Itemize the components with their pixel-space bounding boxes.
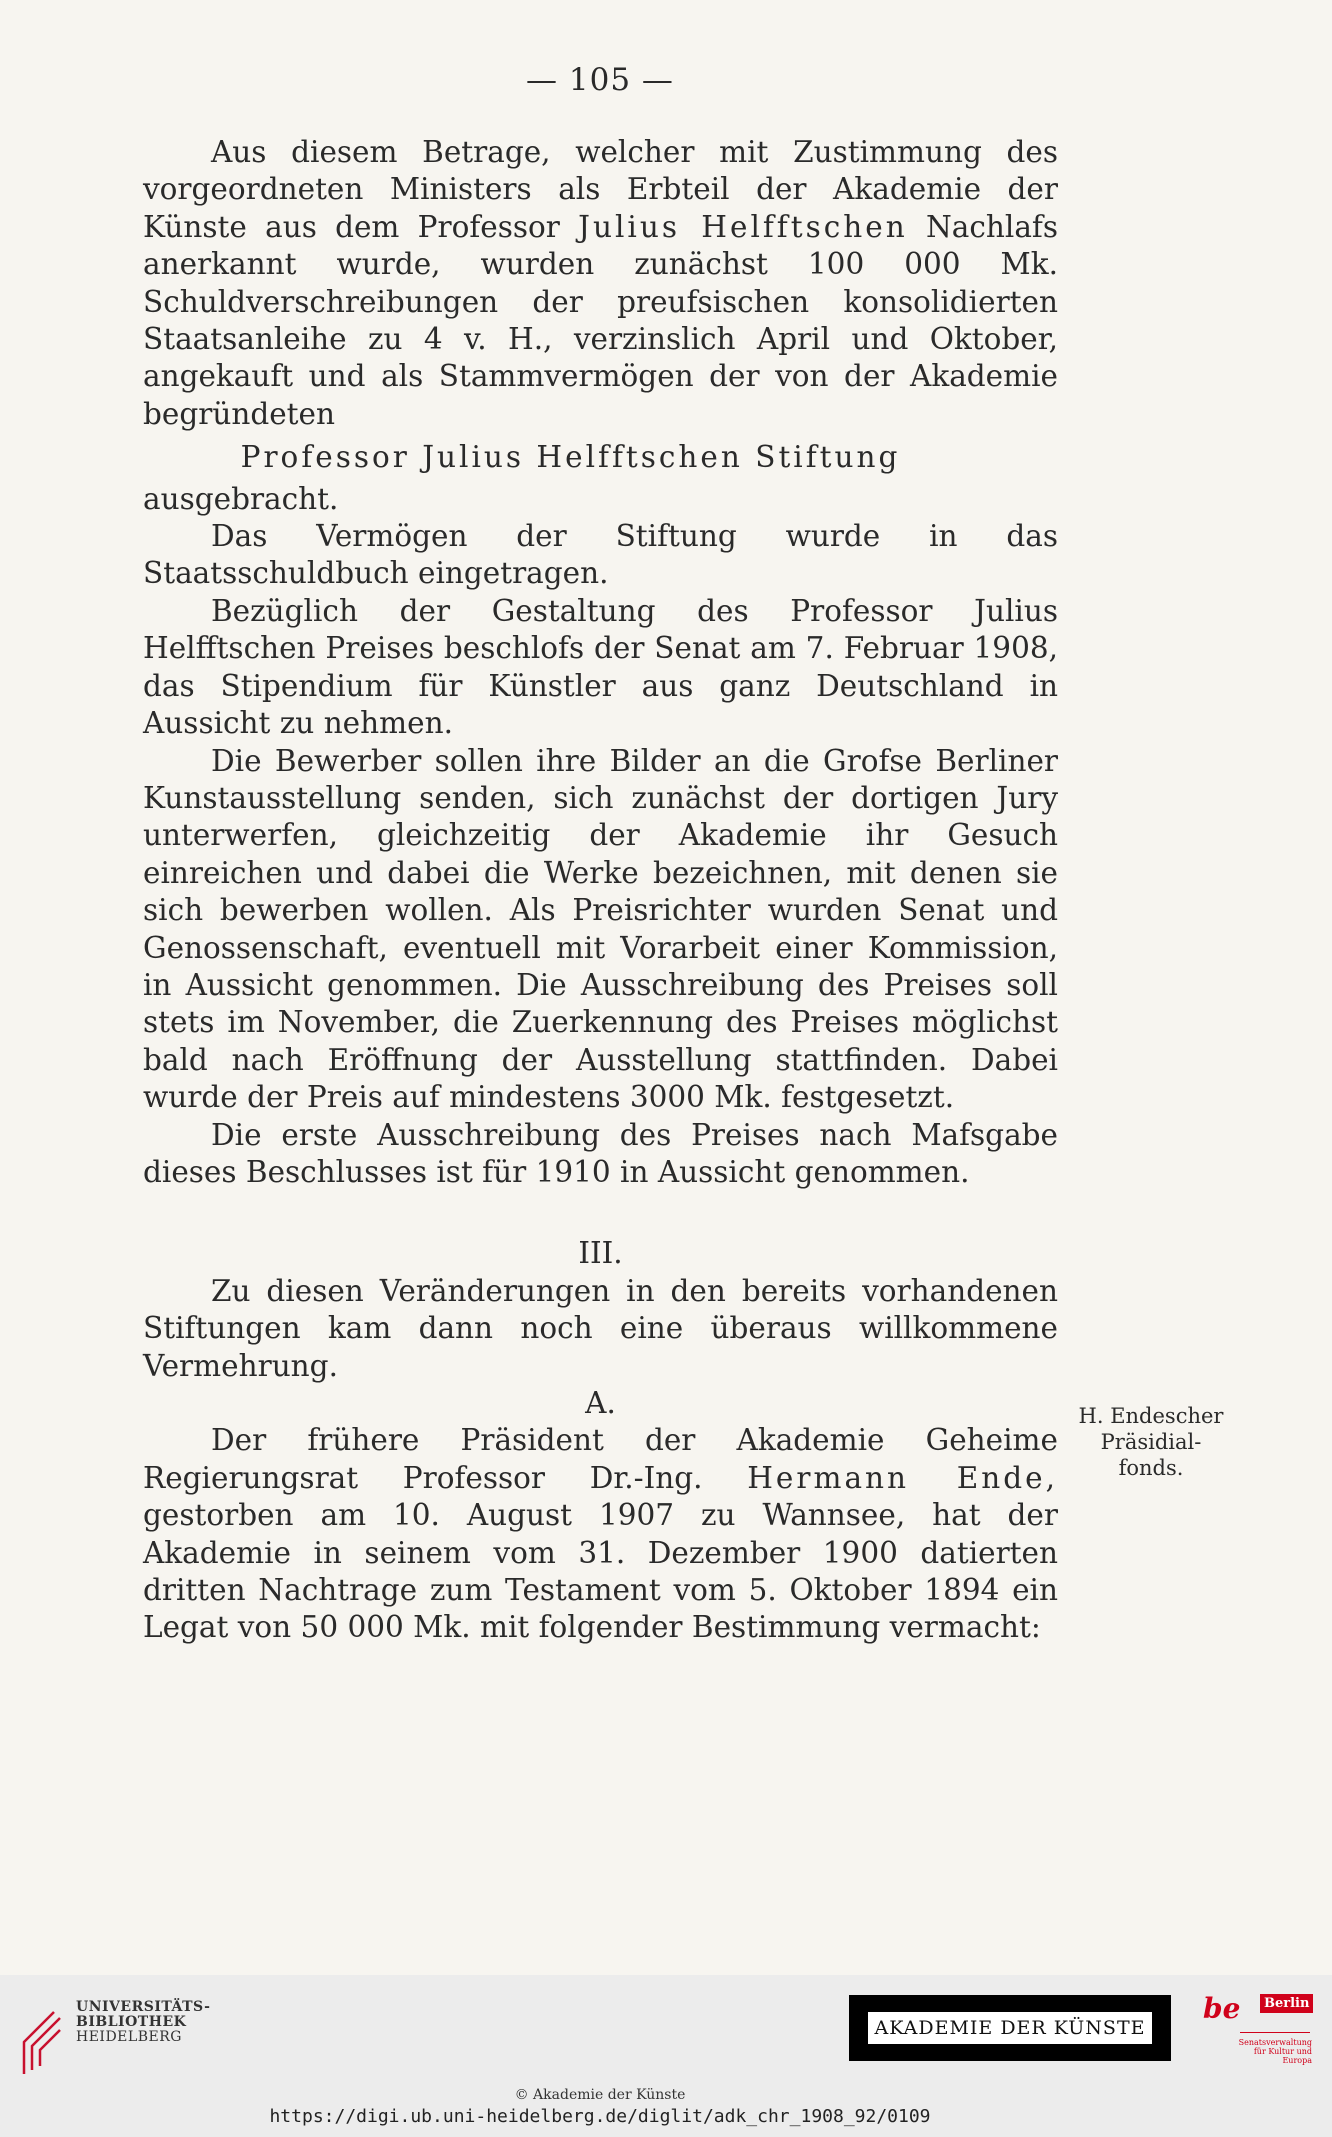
paragraph-1-end: ausgebracht.: [143, 481, 339, 516]
section-heading-a: A.: [585, 1386, 616, 1420]
be-berlin-logo-icon[interactable]: be Berlin Senatsverwaltung für Kultur und Europa: [1203, 1992, 1312, 2065]
section-heading-iii: III.: [578, 1236, 623, 1271]
adk-logo-label: AKADEMIE DER KÜNSTE: [868, 2012, 1152, 2044]
copyright-notice: © Akademie der Künste: [514, 2087, 686, 2103]
paragraph-1: Aus diesem Betrage, welcher mit Zustimmung des vorgeordneten Ministers als Erbteil der Akademie der Künste aus dem Professor Julius Helfftschen Nachlafs anerkannt wurde, wurden zunächst 100 000 Mk. Schuldverschreibungen der preufsischen konsolidierten Staatsanleihe zu 4 v. H., verzinslich April und Oktober, angekauft und als Stammvermögen der von der Akademie begründeten: [143, 135, 1058, 431]
paragraph-4: Die Bewerber sollen ihre Bilder an die Grofse Berliner Kunstausstellung senden, sich zunächst der dortigen Jury unterwerfen, gleichzeitig der Akademie ihr Gesuch einreichen und dabei die Werke bezeichnen, mit denen sie sich bewerben wollen. Als Preisrichter wurden Senat und Genossenschaft, eventuell mit Vorarbeit einer Kommission, in Aussicht genommen. Die Ausschreibung des Preises soll stets im November, die Zuerkennung des Preises möglichst bald nach Eröffnung der Ausstellung stattfinden. Dabei wurde der Preis auf mindestens 3000 Mk. festgesetzt.: [143, 743, 1058, 1115]
margin-note: H. Endescher Präsidial- fonds.: [1078, 1404, 1224, 1480]
paragraph-3: Bezüglich der Gestaltung des Professor Julius Helfftschen Preises beschlofs der Senat am 7. Februar 1908, das Stipendium für Künstler aus ganz Deutschland in Aussicht zu nehmen.: [143, 593, 1058, 741]
permalink-url[interactable]: https://digi.ub.uni-heidelberg.de/diglit/adk_chr_1908_92/0109: [269, 2106, 931, 2127]
ub-heidelberg-label: UNIVERSITÄTS- BIBLIOTHEK HEIDELBERG: [76, 1999, 211, 2045]
ub-heidelberg-logo-icon[interactable]: [14, 2008, 64, 2078]
paragraph-7: Der frühere Präsident der Akademie Geheime Regierungsrat Professor Dr.-Ing. Hermann Ende, gestorben am 10. August 1907 zu Wannsee, hat der Akademie in seinem vom 31. Dezember 1900 datierten dritten Nachtrage zum Testament vom 5. Oktober 1894 ein Legat von 50 000 Mk. mit folgender Bestimmung vermacht:: [143, 1423, 1058, 1645]
foundation-title: Professor Julius Helfftschen Stiftung: [240, 440, 901, 475]
paragraph-5: Die erste Ausschreibung des Preises nach Mafsgabe dieses Beschlusses ist für 1910 in Aussicht genommen.: [143, 1117, 1058, 1189]
body-text: [143, 134, 1058, 1647]
paragraph-6: Zu diesen Veränderungen in den bereits vorhandenen Stiftungen kam dann noch eine überaus willkommene Vermehrung.: [143, 1273, 1058, 1383]
page-number: — 105 —: [526, 62, 674, 98]
paragraph-2: Das Vermögen der Stiftung wurde in das Staatsschuldbuch eingetragen.: [143, 519, 1058, 591]
